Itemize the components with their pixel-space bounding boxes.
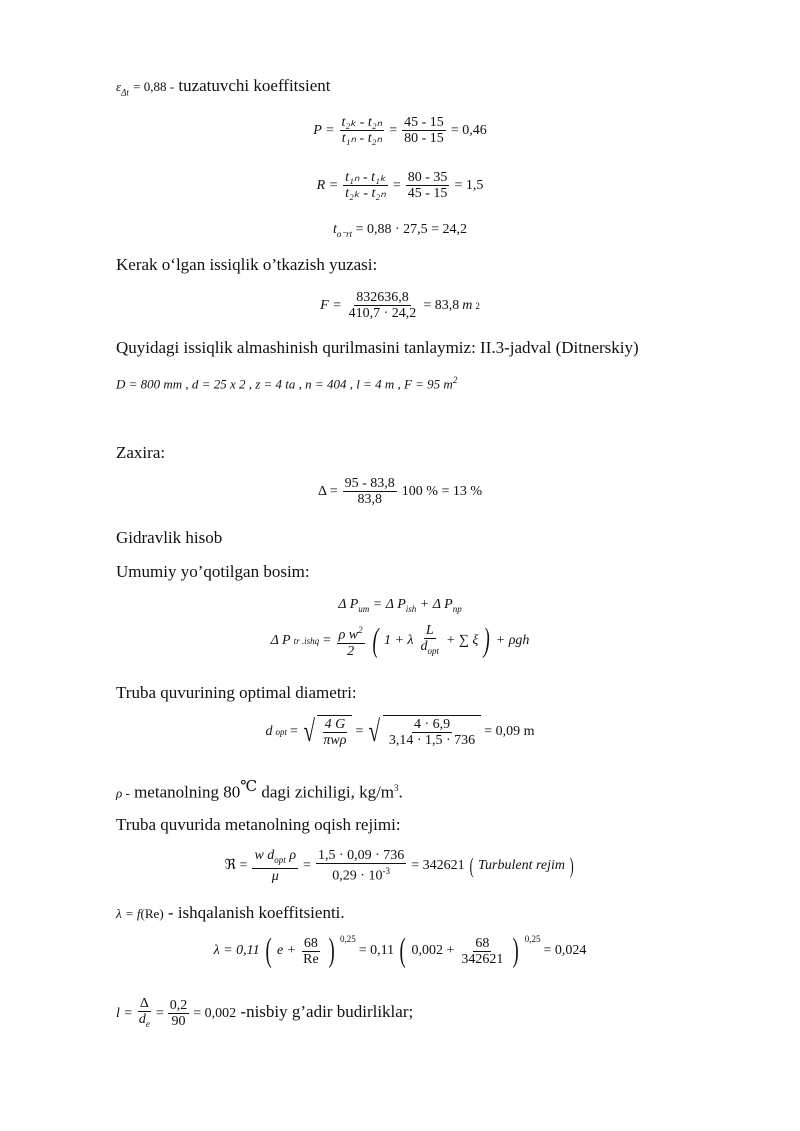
pressure-ish-sub: ish	[405, 603, 417, 614]
diameter-heading: Truba quvurining optimal diametri:	[116, 683, 357, 702]
friction-rho-gh: + ρgh	[495, 632, 530, 648]
r-den-symbolic: t₂ₖ - t₂ₙ	[345, 186, 386, 201]
p-den-values: 80 - 15	[404, 131, 444, 146]
epsilon-value: = 0,88 -	[133, 79, 175, 94]
lambda-power: 0,25	[340, 934, 356, 944]
epsilon-subscript: Δt	[121, 87, 129, 98]
pressure-ish: = Δ P	[372, 597, 406, 612]
density-text-a: metanolning 80	[129, 782, 241, 802]
pressure-um: Δ P	[338, 597, 359, 612]
reynolds-regime-note: Turbulent rejim	[478, 857, 566, 873]
r-result: = 1,5	[454, 177, 484, 193]
diameter-num-values: 4 · 6,9	[413, 717, 451, 732]
roughness-den-sub: e	[145, 1018, 150, 1029]
equation-t-ort	[0, 222, 800, 240]
reynolds-den-exponent: -3	[382, 866, 390, 877]
diameter-lhs-sub: opt	[275, 726, 288, 737]
diameter-lhs: d	[265, 723, 273, 739]
relative-roughness-line: l = $\frac{\Delta}{d_e}$ = $\frac{0,2}{90}$ = 0,002 -nisbiy g’adir budirliklar;	[116, 996, 414, 1030]
f-lhs: F =	[320, 297, 342, 313]
reynolds-num: w d	[254, 848, 275, 863]
reserve-result: 100 % = 13 %	[401, 483, 483, 499]
equation-lambda: λ = 0,11 ( e + $\frac{68}{Re}$ ) $^{0,25}$ = 0,11 ( 0,002 + $\frac{68}{342621}$ ) $^{0,25}$ = 0,024	[213, 932, 587, 969]
f-unit: m	[462, 297, 473, 313]
t-ort-subscript: o⁻rt	[336, 228, 353, 239]
t-ort-value: = 0,88 · 27,5 = 24,2	[355, 222, 468, 237]
lambda-result: = 0,024	[543, 943, 587, 958]
friction-equals: =	[322, 632, 332, 648]
diameter-den-symbolic: πwρ	[323, 733, 347, 748]
epsilon-description: tuzatuvchi koeffitsient	[174, 76, 331, 95]
equation-reserve	[0, 476, 800, 507]
density-period: .	[398, 782, 403, 802]
density-text-b: dagi zichiligi, kg/m	[257, 782, 395, 802]
reserve-numerator: 95 - 83,8	[344, 476, 395, 491]
p-lhs: P =	[313, 122, 335, 138]
lambda-description: - ishqalanish koeffitsienti.	[163, 903, 345, 922]
lambda-roughness-plus: 0,002 +	[411, 943, 455, 958]
roughness-den: d	[138, 1012, 146, 1027]
lambda-den: Re	[303, 951, 319, 967]
reynolds-num-values: 1,5 · 0,09 · 736	[317, 848, 405, 864]
lambda-e-plus: e +	[276, 943, 297, 958]
pressure-um-sub: um	[358, 603, 370, 614]
reynolds-num-rho: ρ	[285, 848, 297, 863]
friction-lhs: Δ P	[270, 632, 291, 648]
friction-lhs-sub: tr .ishq	[293, 635, 320, 646]
rho-symbol: ρ -	[116, 785, 130, 801]
friction-sum-xi: + ∑ ξ	[445, 632, 479, 648]
diameter-num-symbolic: 4 G	[324, 717, 346, 732]
hydraulic-heading: Gidravlik hisob	[116, 528, 223, 547]
reynolds-den-values: 0,29 · 10	[332, 868, 383, 884]
reynolds-lhs: ℜ =	[224, 858, 248, 874]
epsilon-symbol: ε	[116, 79, 122, 94]
f-result: = 83,8	[423, 297, 460, 313]
reserve-heading: Zaxira:	[116, 443, 166, 462]
roughness-den-values: 90	[171, 1014, 186, 1030]
p-num-symbolic: t₂ₖ - t₂ₙ	[341, 115, 383, 130]
lambda-mid: = 0,11	[358, 943, 395, 958]
r-lhs: R =	[316, 177, 339, 193]
friction-d-sub: opt	[427, 645, 439, 656]
roughness-num-values: 0,2	[169, 998, 188, 1014]
reserve-denominator: 83,8	[357, 492, 382, 507]
diameter-equals: =	[290, 723, 298, 739]
roughness-description: -nisbiy g’adir budirliklar;	[236, 1001, 414, 1021]
diameter-result: = 0,09 m	[484, 723, 535, 739]
p-den-symbolic: t₁ₙ - t₂ₙ	[341, 131, 383, 146]
density-line	[116, 777, 403, 803]
parameters-exponent: 2	[452, 375, 458, 385]
r-den-values: 45 - 15	[407, 186, 448, 201]
pressure-np: + Δ P	[419, 597, 453, 612]
friction-d: d	[420, 639, 428, 654]
epsilon-line	[116, 76, 331, 97]
equation-reynolds: ℜ = $\frac{w d_{opt} \rho}{\mu}$ = $\frac{1,5 \cdot 0,09 \cdot 736}{0,29 \cdot 10^{-3}}$ = 342621 ( Turbulent rejim )	[224, 848, 574, 884]
f-denominator: 410,7 · 24,2	[348, 306, 417, 321]
density-unit-exponent: 3	[394, 783, 399, 793]
lambda-power-values: 0,25	[524, 934, 541, 944]
f-numerator: 832636,8	[356, 290, 409, 305]
friction-l: L	[425, 623, 434, 638]
friction-num: ρ w	[338, 627, 359, 643]
equation-r: R = $\frac{\text{t₁ₙ - t₁ₖ}}{\text{t₂ₖ - t₂ₙ}}$ = $\frac{80 - 35}{45 - 15}$ = 1,5	[316, 170, 484, 201]
lambda-den-values: 342621	[461, 951, 504, 967]
roughness-num: Δ	[139, 996, 149, 1011]
reserve-lhs: Δ =	[317, 483, 338, 499]
r-num-values: 80 - 35	[407, 170, 448, 185]
p-num-values: 45 - 15	[404, 115, 444, 130]
p-result: = 0,46	[450, 122, 487, 138]
r-num-symbolic: t₁ₙ - t₁ₖ	[345, 170, 386, 185]
parameters-text: D = 800 mm , d = 25 x 2 , z = 4 ta , n = 404 , l = 4 m , F = 95 m	[116, 376, 453, 392]
roughness-lhs: l =	[116, 1005, 133, 1021]
parameters-line	[116, 375, 457, 392]
diameter-den-values: 3,14 · 1,5 · 736	[388, 733, 476, 748]
lambda-lhs: λ = 0,11	[213, 943, 260, 958]
reynolds-den: μ	[271, 868, 279, 884]
friction-one-lambda: 1 + λ	[383, 632, 414, 648]
total-loss-heading: Umumiy yo’qotilgan bosim:	[116, 562, 310, 581]
equation-diameter: d opt = √ $\frac{4 G}{\text{πwρ}}$ = √ $\frac{4 \cdot 6,9}{3,14 \cdot 1,5 \cdot 736}$ = 0,09 m	[265, 714, 535, 748]
equation-p: P = $\frac{\text{t₂ₖ - t₂ₙ}}{\text{t₁ₙ - t₂ₙ}}$ = $\frac{45 - 15}{80 - 15}$ = 0,46	[313, 115, 487, 146]
equation-f	[0, 290, 800, 321]
lambda-definition-line: λ = f(Re) - ishqalanish koeffitsienti.	[116, 903, 345, 922]
degree-celsius-icon: ℃	[240, 779, 258, 795]
equation-friction-loss: Δ P tr .ishq = $\frac{\rho w^2}{2}$ ( 1 + λ $\frac{L}{d_{opt}}$ + ∑ ξ ) + ρgh	[270, 621, 530, 659]
f-unit-exponent: 2	[475, 300, 480, 311]
lambda-arg: Re	[144, 906, 160, 921]
friction-den: 2	[347, 643, 355, 659]
lambda-num: 68	[303, 935, 318, 951]
regime-heading: Truba quvurida metanolning oqish rejimi:	[116, 815, 401, 834]
lambda-symbol: λ = f	[116, 906, 141, 921]
reynolds-result: = 342621	[411, 857, 465, 873]
choose-heading: Quyidagi issiqlik almashinish qurilmasini tanlaymiz: II.3-jadval (Ditnerskiy)	[116, 338, 639, 357]
equation-pressure-sum	[0, 597, 800, 614]
pressure-np-sub: np	[452, 603, 462, 614]
t-ort-symbol: t	[332, 222, 337, 237]
reynolds-num-sub: opt	[274, 854, 286, 865]
roughness-result: = 0,002	[193, 1005, 237, 1021]
surface-heading: Kerak o‘lgan issiqlik o’tkazish yuzasi:	[116, 255, 378, 274]
lambda-num-values: 68	[475, 935, 490, 951]
